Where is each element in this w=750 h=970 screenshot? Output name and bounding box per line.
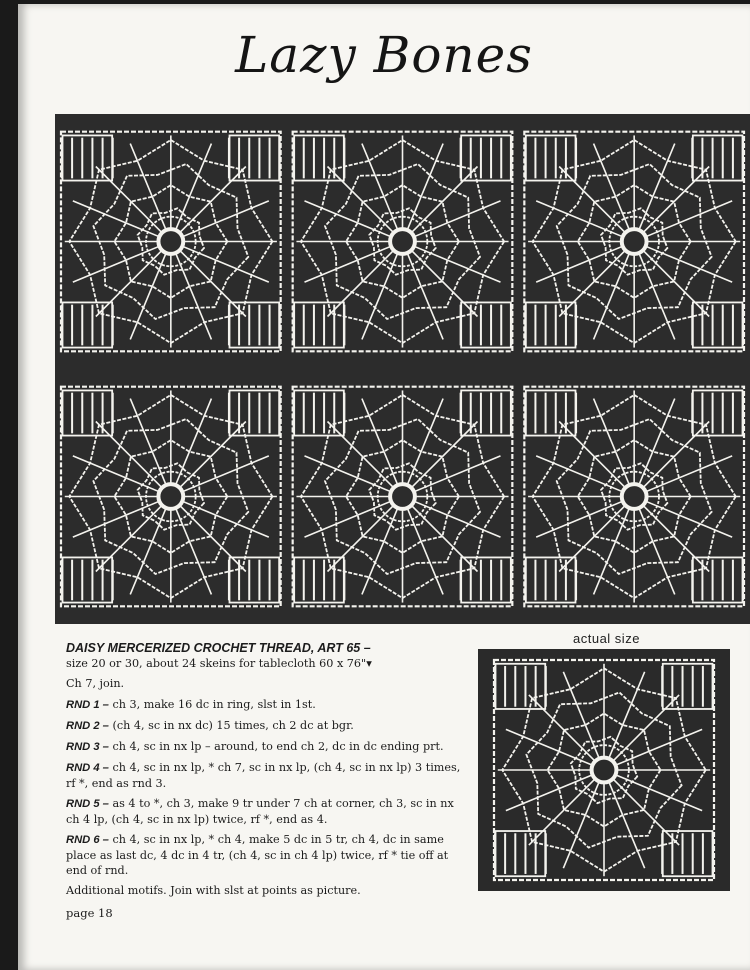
page-number: page 18 <box>66 906 113 920</box>
instruction-round-3: RND 3 – ch 4, sc in nx lp – around, to end ch 2, dc in dc ending prt. <box>66 740 444 753</box>
tablecloth-photo <box>55 114 750 624</box>
pattern-instructions <box>66 641 461 904</box>
actual-size-caption: actual size <box>573 631 640 646</box>
single-motif-photo <box>478 649 730 891</box>
thread-size-line: size 20 or 30, about 24 skeins for tablecloth 60 x 76"▾ <box>66 657 372 670</box>
instruction-round-5: RND 5 – as 4 to *, ch 3, make 9 tr under 7 ch at corner, ch 3, sc in nx ch 4 lp, (ch 4, sc in nx lp) twice, rf *, end as 4. <box>66 797 454 826</box>
crochet-motif <box>61 132 281 352</box>
book-page <box>18 4 750 970</box>
instruction-round-1: RND 1 – ch 3, make 16 dc in ring, slst in 1st. <box>66 698 316 711</box>
crochet-motif <box>524 132 744 352</box>
single-crochet-motif <box>478 649 730 891</box>
crochet-motif <box>494 660 714 880</box>
crochet-motif <box>61 387 281 607</box>
instruction-round-2: RND 2 – (ch 4, sc in nx dc) 15 times, ch 2 dc at bgr. <box>66 719 354 732</box>
instruction-line: Ch 7, join. <box>66 677 125 690</box>
thread-heading: DAISY MERCERIZED CROCHET THREAD, ART 65 – <box>66 641 371 655</box>
crochet-motif <box>524 387 744 607</box>
crochet-motif <box>293 132 513 352</box>
instruction-round-4: RND 4 – ch 4, sc in nx lp, * ch 7, sc in nx lp, (ch 4, sc in nx lp) 3 times, rf *, end as rnd 3. <box>66 761 461 790</box>
crochet-motifs-grid <box>55 114 750 624</box>
crochet-motif <box>293 387 513 607</box>
page-title: Lazy Bones <box>235 26 533 84</box>
instruction-footer: Additional motifs. Join with slst at points as picture. <box>66 884 361 897</box>
instruction-round-6: RND 6 – ch 4, sc in nx lp, * ch 4, make 5 dc in 5 tr, ch 4, dc in same place as last dc, 4 dc in 4 tr, (ch 4, sc in ch 4 lp) twice, rf * tie off at end of rnd. <box>66 833 449 877</box>
